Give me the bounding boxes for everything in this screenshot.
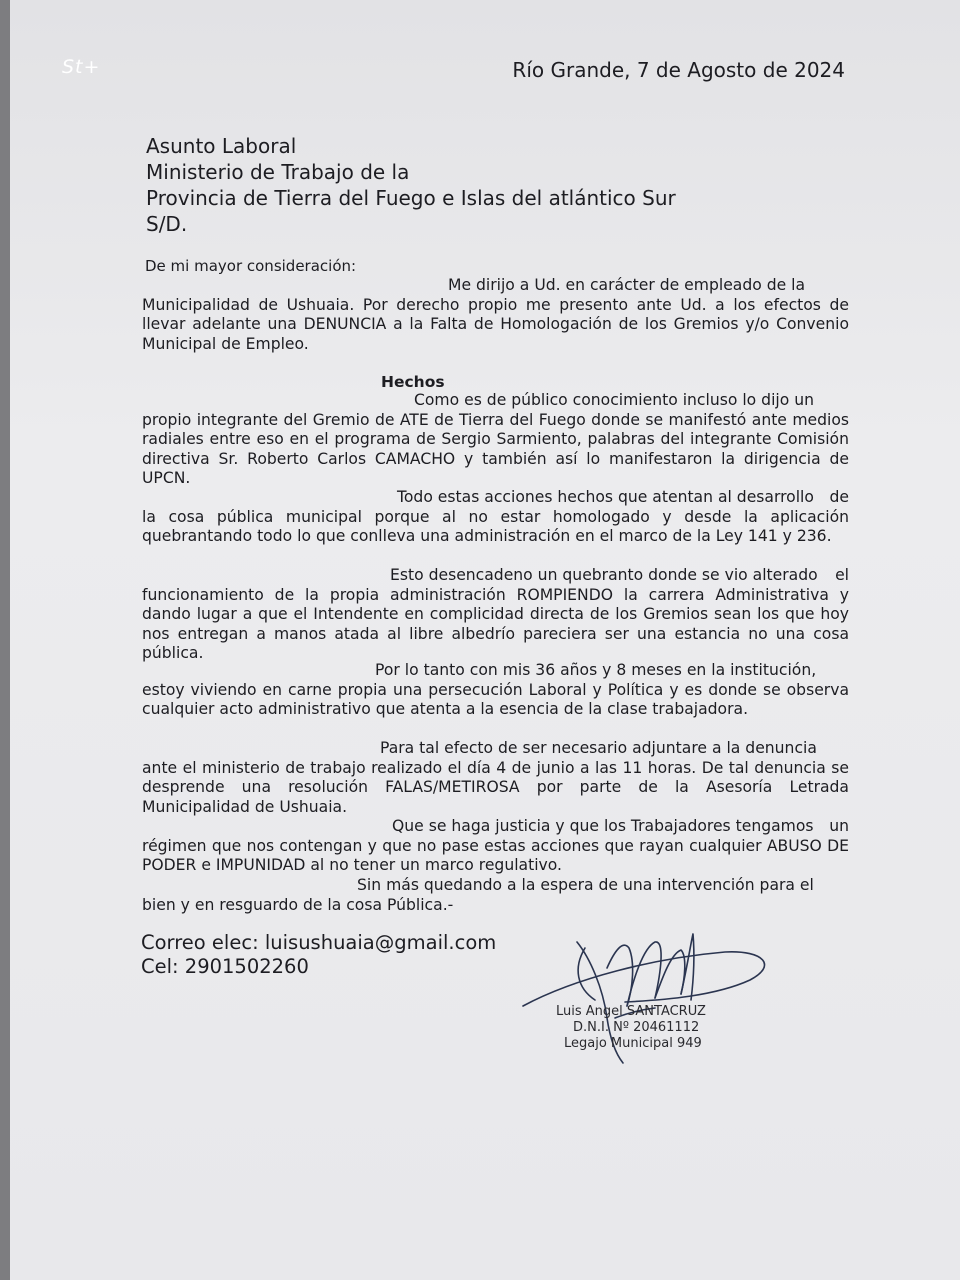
- address-line-subject: Asunto Laboral: [146, 134, 297, 158]
- address-line-province: Provincia de Tierra del Fuego e Islas del atlántico Sur: [146, 186, 676, 210]
- date-line: Río Grande, 7 de Agosto de 2024: [512, 58, 845, 82]
- paragraph-3: [142, 566, 849, 664]
- paragraph-2-first: Todo estas acciones hechos que atentan al desarrollo: [397, 488, 814, 506]
- paragraph-4-first: Por lo tanto con mis 36 años y 8 meses en la institución,: [375, 661, 817, 679]
- contact-email: Correo elec: luisushuaia@gmail.com: [141, 931, 497, 954]
- section-heading-hechos: Hechos: [381, 373, 445, 391]
- paragraph-5: [142, 739, 849, 817]
- paragraph-6: [142, 817, 849, 876]
- paragraph-3-rest: el funcionamiento de la propia administración ROMPIENDO la carrera Administrativa y dando lugar a que el Intendente en complicidad directa de los Gremios sean los que hoy nos entregan a manos atada al libre albedrío pareciera ser una estancia no una cosa pública.: [142, 566, 849, 662]
- paragraph-1: [142, 391, 849, 489]
- paragraph-5-rest: ante el ministerio de trabajo realizado el día 4 de junio a las 11 horas. De tal denuncia se desprende una resolución FALAS/METIROSA por parte de la Asesoría Letrada Municipalidad de Ushuaia.: [142, 758, 849, 816]
- handwritten-margin-mark: St+: [62, 56, 101, 78]
- paragraph-7: [142, 876, 849, 915]
- signer-dni: D.N.I. Nº 20461112: [573, 1020, 700, 1035]
- intro-paragraph: [142, 276, 849, 354]
- recipient-address: [146, 133, 676, 237]
- intro-first-line: Me dirijo a Ud. en carácter de empleado de la: [448, 276, 806, 294]
- paragraph-7-rest: bien y en resguardo de la cosa Pública.-: [142, 895, 454, 914]
- paragraph-3-first: Esto desencadeno un quebranto donde se vio alterado: [390, 566, 818, 584]
- paragraph-2-rest: de la cosa pública municipal porque al no estar homologado y desde la aplicación quebrantando todo lo que conlleva una administración en el marco de la Ley 141 y 236.: [142, 488, 849, 545]
- contact-block: [141, 931, 496, 979]
- signature-block: [550, 1004, 706, 1052]
- address-line-ministry: Ministerio de Trabajo de la: [146, 160, 410, 184]
- paragraph-6-first: Que se haga justicia y que los Trabajadores tengamos: [392, 817, 814, 835]
- intro-rest: Municipalidad de Ushuaia. Por derecho propio me presento ante Ud. a los efectos de llevar adelante una DENUNCIA a la Falta de Homologación de los Gremios y/o Convenio Municipal de Empleo.: [142, 295, 849, 353]
- greeting: De mi mayor consideración:: [145, 257, 357, 275]
- paragraph-1-rest: propio integrante del Gremio de ATE de Tierra del Fuego donde se manifestó ante medios radiales entre eso en el programa de Sergio Sarmiento, palabras del integrante Comisión directiva Sr. Roberto Carlos CAMACHO y también así lo manifestaron la dirigencia de UPCN.: [142, 410, 849, 487]
- letter-page: [10, 0, 960, 1280]
- paragraph-4: [142, 661, 849, 720]
- signer-legajo: Legajo Municipal 949: [564, 1036, 702, 1051]
- paragraph-5-first: Para tal efecto de ser necesario adjuntare a la denuncia: [380, 739, 817, 757]
- address-line-sd: S/D.: [146, 212, 188, 236]
- paragraph-1-first: Como es de público conocimiento incluso lo dijo un: [414, 391, 814, 409]
- paragraph-6-rest: un régimen que nos contengan y que no pase estas acciones que rayan cualquier ABUSO DE PODER e IMPUNIDAD al no tener un marco regulativo.: [142, 817, 849, 874]
- paragraph-7-first: Sin más quedando a la espera de una intervención para el: [357, 876, 814, 894]
- paragraph-2: [142, 488, 849, 547]
- contact-phone: Cel: 2901502260: [141, 955, 309, 978]
- signer-name: Luis Angel SANTACRUZ: [556, 1004, 706, 1019]
- paragraph-4-rest: estoy viviendo en carne propia una persecución Laboral y Política y es donde se observa cualquier acto administrativo que atenta a la esencia de la clase trabajadora.: [142, 680, 849, 718]
